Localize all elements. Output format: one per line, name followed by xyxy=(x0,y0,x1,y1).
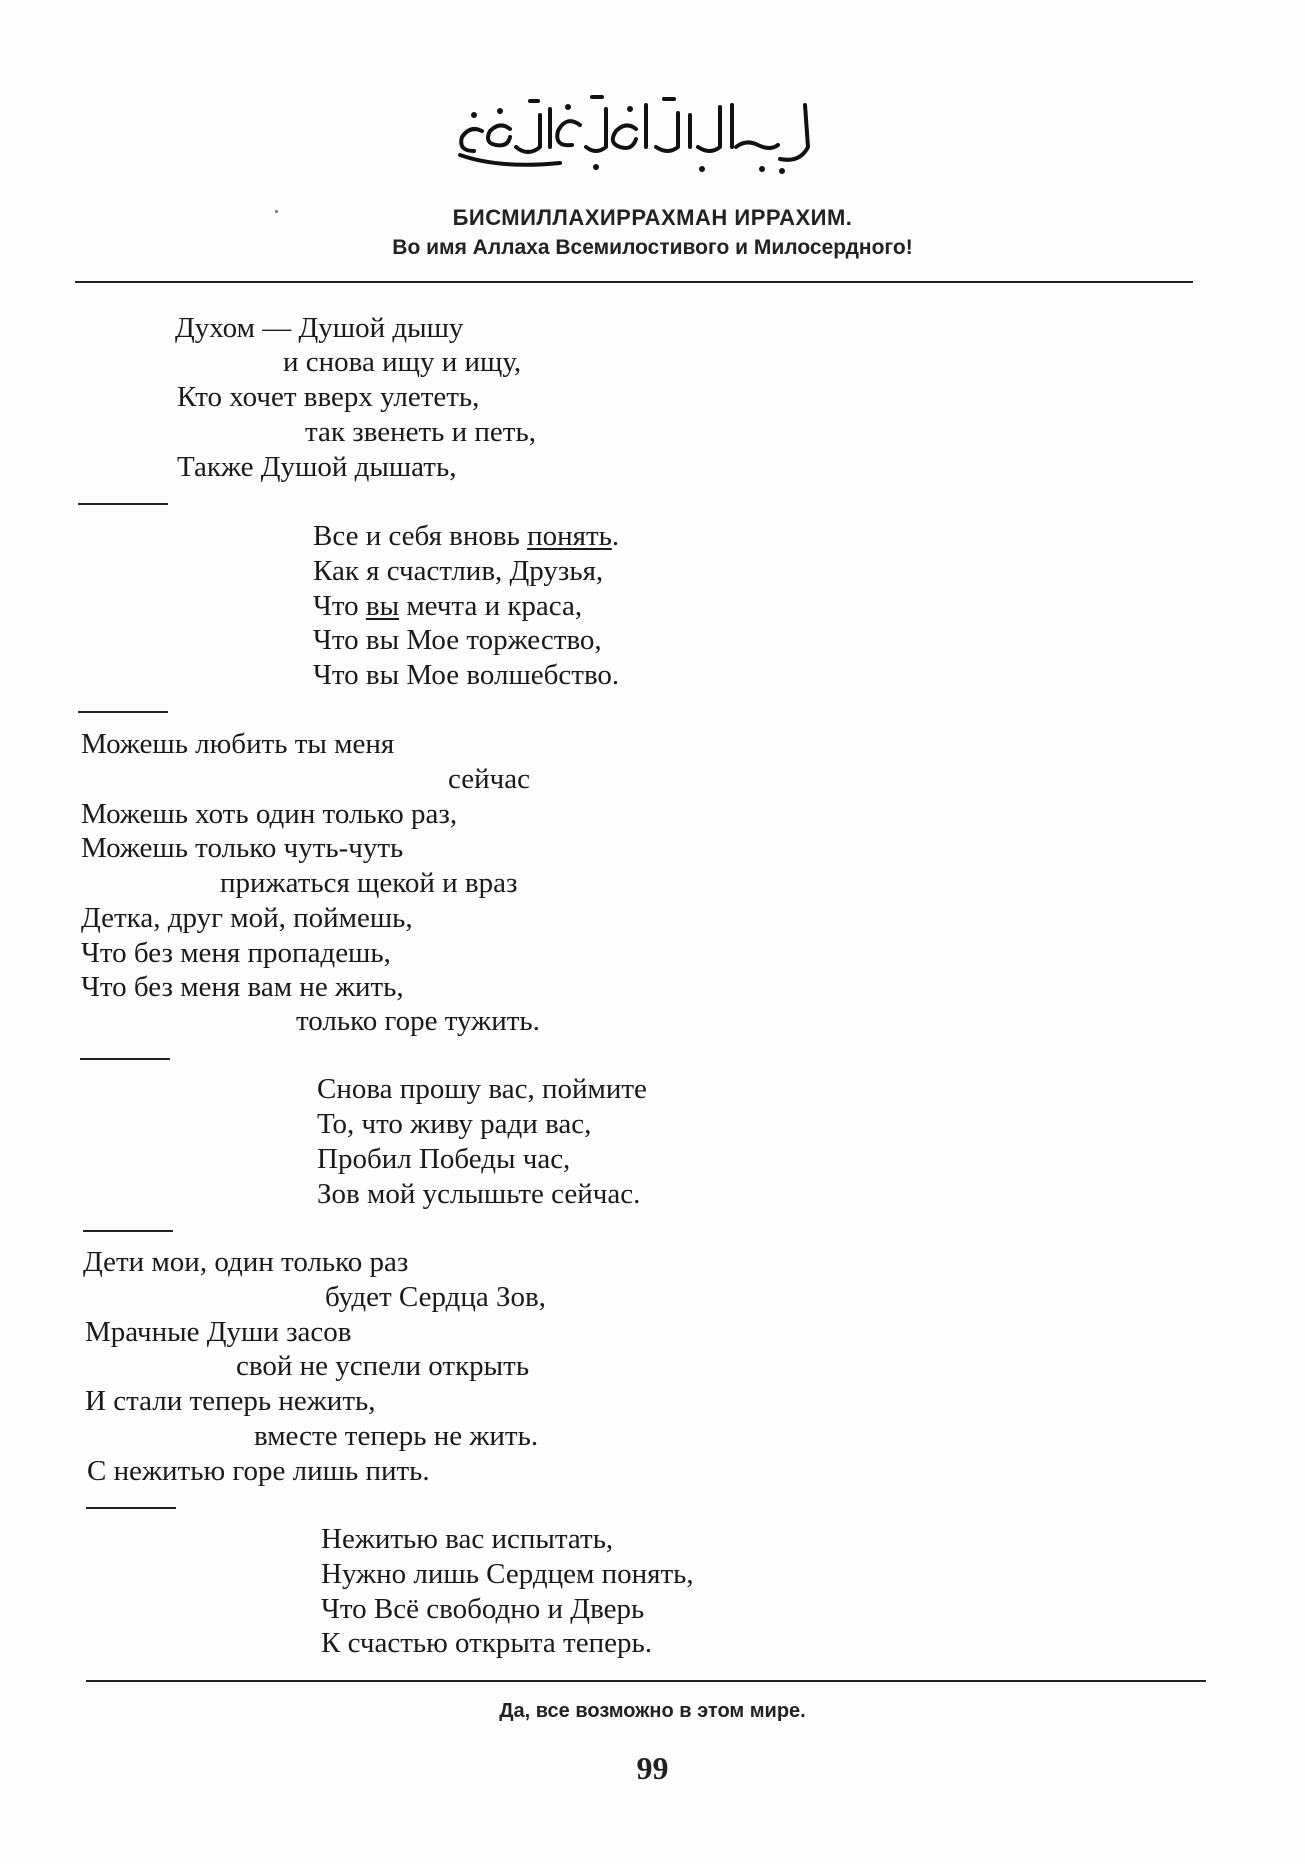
poem-line: сейчас xyxy=(448,763,530,795)
header-subtitle: Во имя Аллаха Всемилостивого и Милосердного! xyxy=(392,236,913,259)
poem-line: Нежитью вас испытать, xyxy=(321,1523,614,1555)
poem-line: Кто хочет вверх улететь, xyxy=(177,381,480,413)
poem-line: Также Душой дышать, xyxy=(177,451,457,483)
poem-line: К счастью открыта теперь. xyxy=(321,1627,652,1659)
header-title: БИСМИЛЛАХИРРАХМАН ИРРАХИМ. xyxy=(452,205,853,230)
poem-line: Дети мои, один только раз xyxy=(83,1246,409,1278)
poem-line: Что Всё свободно и Дверь xyxy=(321,1593,645,1625)
poem-line: Зов мой услышьте сейчас. xyxy=(317,1178,641,1210)
poem-line: Что без меня пропадешь, xyxy=(81,937,391,969)
underlined-word: понять xyxy=(527,520,612,552)
poem-line: Снова прошу вас, поймите xyxy=(317,1073,647,1105)
poem-line: Детка, друг мой, поймешь, xyxy=(81,902,413,934)
poem-line: Духом — Душой дышу xyxy=(175,312,464,344)
poem-line: Мрачные Души засов xyxy=(85,1316,352,1348)
poem-line: и снова ищу и ищу, xyxy=(283,346,522,378)
stanza-divider xyxy=(78,711,168,713)
poem-line: Пробил Победы час, xyxy=(317,1143,571,1175)
page-number: 99 xyxy=(636,1750,669,1786)
stanza-divider xyxy=(80,1058,170,1060)
footer-motto: Да, все возможно в этом мире. xyxy=(499,1700,806,1722)
stanza-divider xyxy=(83,1230,173,1232)
poem-line xyxy=(313,590,582,623)
poem-line: Что вы Мое волшебство. xyxy=(313,659,620,691)
top-rule xyxy=(75,281,1193,283)
stanza-divider xyxy=(78,503,168,505)
poem-line xyxy=(313,520,619,553)
poem-line: Можешь только чуть-чуть xyxy=(81,832,404,864)
poem-line: И стали теперь нежить, xyxy=(85,1385,376,1417)
poem-line: будет Сердца Зов, xyxy=(325,1281,546,1313)
poem-line: Можешь хоть один только раз, xyxy=(81,798,458,830)
poem-line: Нужно лишь Сердцем понять, xyxy=(321,1558,694,1590)
poem-line: Как я счастлив, Друзья, xyxy=(313,555,604,587)
underlined-word: вы xyxy=(365,590,400,622)
poem-line: То, что живу ради вас, xyxy=(317,1108,592,1140)
stanza-divider xyxy=(86,1507,176,1509)
line-text: мечта и краса, xyxy=(399,590,583,622)
poem-line: С нежитью горе лишь пить. xyxy=(87,1455,430,1487)
poem-line: вместе теперь не жить. xyxy=(254,1420,539,1452)
line-text: Все и себя вновь xyxy=(313,520,528,552)
poem-line: свой не успели открыть xyxy=(236,1350,530,1382)
bismillah-calligraphy xyxy=(440,85,830,185)
poem-line: так звенеть и петь, xyxy=(305,416,536,448)
poem-line: Что вы Мое торжество, xyxy=(313,624,602,656)
poem-line: прижаться щекой и враз xyxy=(220,867,518,899)
poem-line: только горе тужить. xyxy=(296,1005,540,1037)
bottom-rule xyxy=(86,1680,1206,1682)
poem-line: Что без меня вам не жить, xyxy=(81,971,404,1003)
line-text: Что xyxy=(313,590,366,622)
line-text: . xyxy=(611,520,620,552)
poem-line: Можешь любить ты меня xyxy=(81,728,395,760)
